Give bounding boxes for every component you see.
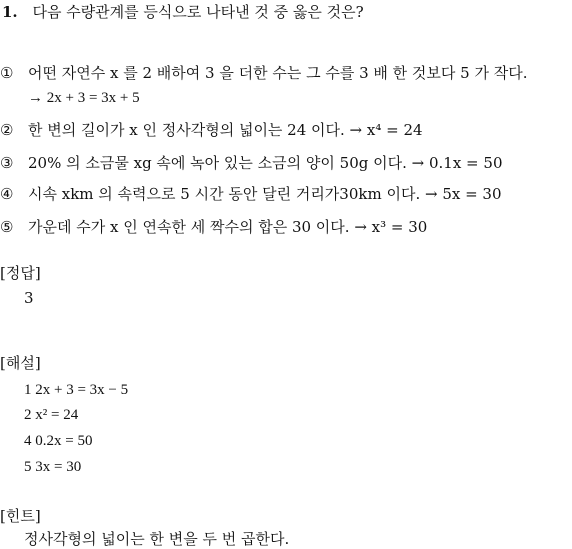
option-1-equation: → 2x + 3 = 3x + 5: [28, 90, 140, 106]
option-marker: ⑤: [0, 218, 14, 236]
answer-value: 3: [24, 289, 34, 307]
option-marker: ④: [0, 185, 14, 203]
option-text: 20% 의 소금물 xg 속에 녹아 있는 소금의 양이 50g 이다. → 0.1x = 50: [28, 154, 503, 172]
option-text: 한 변의 길이가 x 인 정사각형의 넓이는 24 이다. → x⁴ = 24: [28, 121, 423, 139]
option-4: [0, 184, 502, 204]
question-text: 다음 수량관계를 등식으로 나타낸 것 중 옳은 것은?: [32, 3, 364, 21]
explanation-line: 4 0.2x = 50: [24, 433, 93, 449]
option-marker: ②: [0, 121, 14, 139]
explanation-line: 2 x² = 24: [24, 407, 79, 423]
explanation-heading: [해설]: [0, 354, 41, 372]
option-2: [0, 120, 423, 140]
option-marker: ①: [0, 64, 14, 82]
option-3: [0, 153, 502, 173]
option-1: [0, 63, 527, 83]
explanation-line: 5 3x = 30: [24, 459, 82, 475]
question-number: 1.: [2, 3, 18, 21]
option-text: 시속 xkm 의 속력으로 5 시간 동안 달린 거리가30km 이다. → 5x = 30: [28, 185, 502, 203]
option-marker: ③: [0, 154, 14, 172]
option-text: 가운데 수가 x 인 연속한 세 짝수의 합은 30 이다. → x³ = 30: [28, 218, 428, 236]
option-text: 어떤 자연수 x 를 2 배하여 3 을 더한 수는 그 수를 3 배 한 것보다 5 가 작다.: [28, 64, 528, 82]
hint-heading: [힌트]: [0, 507, 41, 525]
question-line: [2, 2, 364, 22]
explanation-line: 1 2x + 3 = 3x − 5: [24, 382, 129, 398]
hint-text: 정사각형의 넓이는 한 변을 두 번 곱한다.: [24, 530, 290, 548]
option-5: [0, 217, 427, 237]
answer-heading: [정답]: [0, 264, 41, 282]
